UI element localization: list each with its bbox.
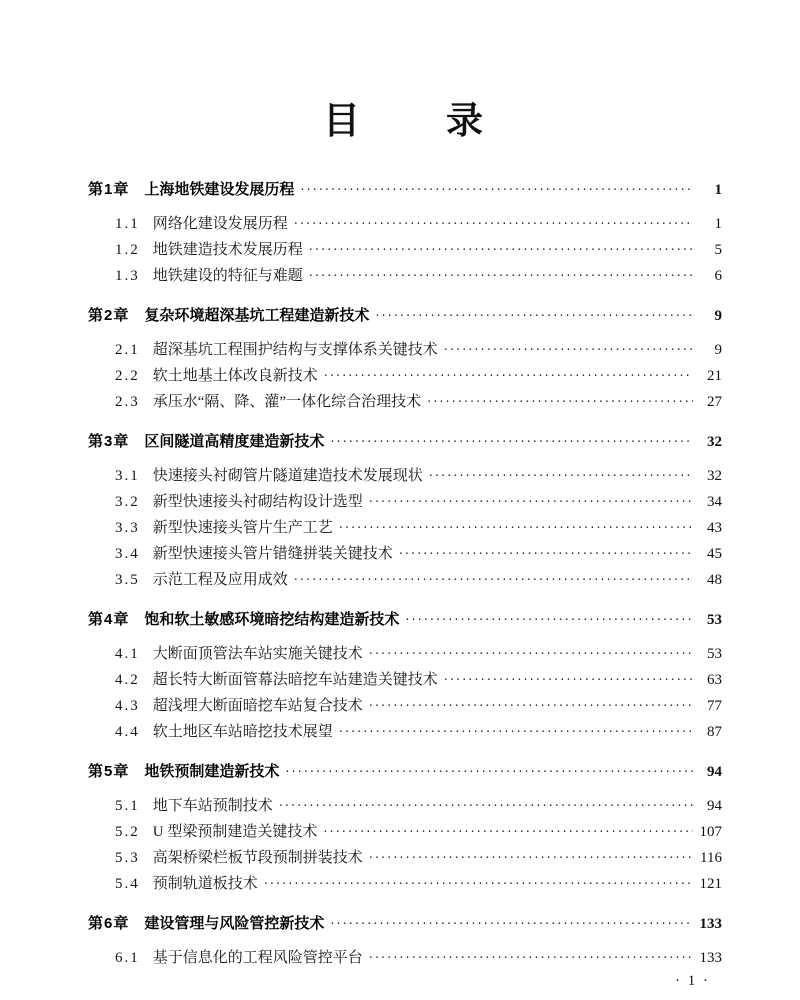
entry-number: 1.1 xyxy=(115,215,140,232)
entry-page-number: 9 xyxy=(714,307,722,324)
toc-chapter-row xyxy=(88,303,722,329)
entry-number: 3.1 xyxy=(115,467,140,484)
entry-title: 超长特大断面管幕法暗挖车站建造关键技术 xyxy=(152,671,438,688)
entry-title: 新型快速接头管片生产工艺 xyxy=(152,519,333,536)
dot-leader xyxy=(444,667,693,693)
entry-number: 4.1 xyxy=(115,645,140,662)
toc-section-row xyxy=(88,263,722,289)
entry-title: 超深基坑工程围护结构与支撑体系关键技术 xyxy=(152,341,438,358)
entry-title: 大断面顶管法车站实施关键技术 xyxy=(152,645,363,662)
entry-title: 超浅埋大断面暗挖车站复合技术 xyxy=(152,697,363,714)
entry-page-number: 1 xyxy=(714,215,722,232)
toc-section-row xyxy=(88,667,722,693)
entry-title: 地铁建设的特征与难题 xyxy=(152,267,303,284)
toc-section-row xyxy=(88,363,722,389)
toc-section-row xyxy=(88,211,722,237)
entry-title: 示范工程及应用成效 xyxy=(152,571,288,588)
entry-number: 3.3 xyxy=(115,519,140,536)
entry-page-number: 9 xyxy=(714,341,722,358)
page-title: 目 录 xyxy=(323,100,487,141)
dot-leader xyxy=(279,793,693,819)
entry-page-number: 27 xyxy=(707,393,722,410)
entry-title: 地下车站预制技术 xyxy=(152,797,273,814)
toc-section-row xyxy=(88,641,722,667)
entry-page-number: 121 xyxy=(699,875,722,892)
entry-title: 承压水“隔、降、灌”一体化综合治理技术 xyxy=(152,393,422,410)
toc-chapter-row xyxy=(88,177,722,203)
toc-section-row xyxy=(88,719,722,745)
dot-leader xyxy=(309,263,693,289)
entry-number: 2.1 xyxy=(115,341,140,358)
entry-number: 第2章 xyxy=(88,306,130,324)
entry-title: 地铁建造技术发展历程 xyxy=(152,241,303,258)
toc-section-row xyxy=(88,567,722,593)
footer-page-number: · 1 · xyxy=(675,973,710,989)
entry-title: 新型快速接头衬砌结构设计选型 xyxy=(152,493,363,510)
entry-number: 第4章 xyxy=(88,610,130,628)
dot-leader xyxy=(339,515,693,541)
entry-title: 基于信息化的工程风险管控平台 xyxy=(152,949,363,966)
toc-section-row xyxy=(88,793,722,819)
entry-page-number: 133 xyxy=(699,949,722,966)
dot-leader xyxy=(444,337,693,363)
entry-page-number: 133 xyxy=(699,915,722,932)
toc-section-row xyxy=(88,871,722,897)
toc-chapter-row xyxy=(88,429,722,455)
toc-section-row xyxy=(88,515,722,541)
toc-list xyxy=(88,177,722,971)
toc-section-row xyxy=(88,819,722,845)
toc-section-row xyxy=(88,337,722,363)
entry-number: 1.2 xyxy=(115,241,140,258)
entry-page-number: 94 xyxy=(707,797,722,814)
entry-page-number: 34 xyxy=(707,493,722,510)
entry-number: 1.3 xyxy=(115,267,140,284)
entry-title: 软土地基土体改良新技术 xyxy=(152,367,318,384)
dot-leader xyxy=(300,177,693,203)
dot-leader xyxy=(323,819,693,845)
entry-page-number: 32 xyxy=(707,433,722,450)
entry-number: 第5章 xyxy=(88,762,130,780)
entry-page-number: 77 xyxy=(707,697,722,714)
entry-page-number: 1 xyxy=(714,181,722,198)
toc-section-row xyxy=(88,541,722,567)
entry-title: 新型快速接头管片错缝拼装关键技术 xyxy=(152,545,393,562)
entry-number: 5.4 xyxy=(115,875,140,892)
dot-leader xyxy=(309,237,693,263)
entry-number: 第1章 xyxy=(88,180,130,198)
dot-leader xyxy=(339,719,693,745)
entry-number: 5.1 xyxy=(115,797,140,814)
toc-section-row xyxy=(88,693,722,719)
entry-title: U 型梁预制建造关键技术 xyxy=(152,823,318,840)
entry-page-number: 107 xyxy=(699,823,722,840)
entry-number: 6.1 xyxy=(115,949,140,966)
entry-page-number: 32 xyxy=(707,467,722,484)
entry-number: 4.4 xyxy=(115,723,140,740)
entry-page-number: 94 xyxy=(707,763,722,780)
entry-number: 5.2 xyxy=(115,823,140,840)
dot-leader xyxy=(369,489,693,515)
dot-leader xyxy=(369,693,693,719)
toc-section-row xyxy=(88,945,722,971)
entry-number: 3.5 xyxy=(115,571,140,588)
toc-chapter-row xyxy=(88,607,722,633)
dot-leader xyxy=(324,363,693,389)
entry-number: 3.2 xyxy=(115,493,140,510)
entry-number: 3.4 xyxy=(115,545,140,562)
toc-section-row xyxy=(88,389,722,415)
entry-page-number: 87 xyxy=(707,723,722,740)
entry-number: 第3章 xyxy=(88,432,130,450)
dot-leader xyxy=(285,759,693,785)
entry-page-number: 6 xyxy=(714,267,722,284)
dot-leader xyxy=(330,911,693,937)
entry-title: 预制轨道板技术 xyxy=(152,875,258,892)
entry-title: 快速接头衬砌管片隧道建造技术发展现状 xyxy=(152,467,423,484)
toc-section-row xyxy=(88,489,722,515)
entry-page-number: 21 xyxy=(707,367,722,384)
dot-leader xyxy=(264,871,693,897)
dot-leader xyxy=(427,389,693,415)
dot-leader xyxy=(369,945,693,971)
entry-page-number: 53 xyxy=(707,611,722,628)
entry-title: 建设管理与风险管控新技术 xyxy=(144,914,325,932)
toc-section-row xyxy=(88,237,722,263)
dot-leader xyxy=(405,607,693,633)
entry-page-number: 116 xyxy=(700,849,722,866)
entry-title: 软土地区车站暗挖技术展望 xyxy=(152,723,333,740)
toc-chapter-row xyxy=(88,759,722,785)
dot-leader xyxy=(330,429,693,455)
dot-leader xyxy=(375,303,693,329)
entry-page-number: 45 xyxy=(707,545,722,562)
dot-leader xyxy=(294,567,693,593)
entry-page-number: 43 xyxy=(707,519,722,536)
entry-title: 复杂环境超深基坑工程建造新技术 xyxy=(144,306,370,324)
entry-title: 地铁预制建造新技术 xyxy=(144,762,280,780)
dot-leader xyxy=(429,463,693,489)
entry-title: 网络化建设发展历程 xyxy=(152,215,288,232)
entry-number: 2.3 xyxy=(115,393,140,410)
entry-number: 4.2 xyxy=(115,671,140,688)
entry-number: 5.3 xyxy=(115,849,140,866)
entry-page-number: 48 xyxy=(707,571,722,588)
entry-title: 上海地铁建设发展历程 xyxy=(144,180,295,198)
entry-page-number: 53 xyxy=(707,645,722,662)
entry-page-number: 5 xyxy=(714,241,722,258)
dot-leader xyxy=(369,845,693,871)
entry-page-number: 63 xyxy=(707,671,722,688)
entry-number: 2.2 xyxy=(115,367,140,384)
entry-title: 饱和软土敏感环境暗挖结构建造新技术 xyxy=(144,610,400,628)
dot-leader xyxy=(369,641,693,667)
dot-leader xyxy=(399,541,693,567)
entry-title: 区间隧道高精度建造新技术 xyxy=(144,432,325,450)
entry-number: 第6章 xyxy=(88,914,130,932)
toc-section-row xyxy=(88,845,722,871)
toc-chapter-row xyxy=(88,911,722,937)
entry-title: 高架桥梁栏板节段预制拼装技术 xyxy=(152,849,363,866)
entry-number: 4.3 xyxy=(115,697,140,714)
dot-leader xyxy=(294,211,693,237)
toc-section-row xyxy=(88,463,722,489)
